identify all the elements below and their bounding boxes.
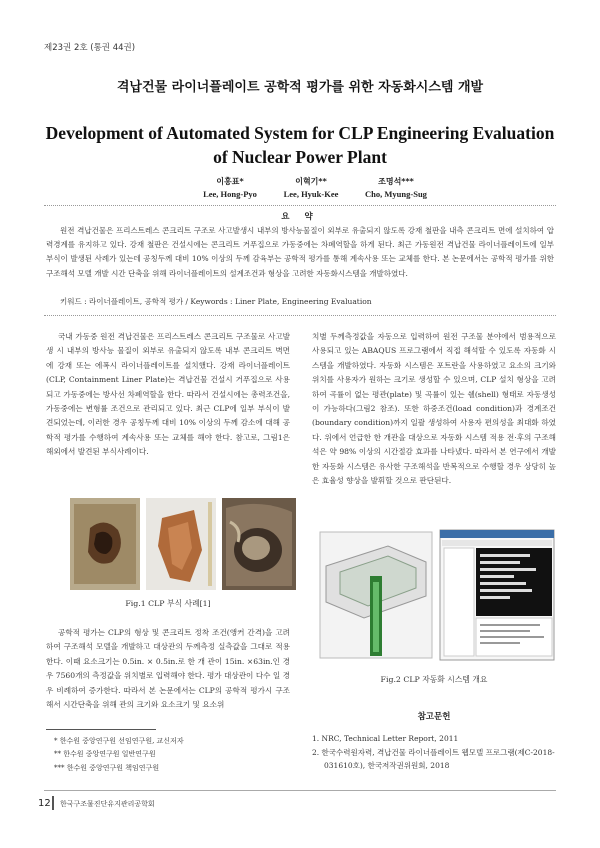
page-number-divider (52, 796, 54, 810)
author-3 (346, 175, 446, 201)
abstract-text: 원전 격납건물은 프리스트레스 콘크리트 구조로 사고발생시 내부의 방사능물질이 외부로 유출되지 않도록 강재 철판을 내측 콘크리트 면에 설치하여 압력경계를 유지하고 있다. 강재 철판은 건설시에는 콘크리트 거푸집으로 가동중에는 차폐역할을 하게 된다. 최근 가동원전 격납건물 라이너플레이트에 일부 부식이 발생된 사례가 있는데 공칭두께 대비 10% 이상의 두께 감육부는 공학적 평가를 통해 계속사용 또는 교체를 한다. 본 논문에서는 공학적 평가를 위한 구조해석 모델 개발 시간 단축을 위해 라이너플레이트의 설계조건과 형상을 고려한 자동화시스템을 개발하였다. (46, 226, 554, 278)
english-title: Development of Automated System for CLP Engineering Evaluation of Nuclear Power Plant (45, 123, 555, 167)
author-2-ko: 이혁기** (295, 177, 327, 186)
footnote-rule (46, 729, 156, 730)
journal-name: 한국구조물진단유지관리공학회 (60, 800, 155, 808)
references-heading: 참고문헌 (417, 712, 451, 722)
author-3-en: Cho, Myung-Sug (365, 189, 427, 199)
footnote-1: * 한수원 중앙연구원 선임연구원, 교신저자 (54, 737, 184, 745)
author-2-en: Lee, Hyuk-Kee (283, 189, 339, 199)
figure-1 (70, 498, 300, 590)
body-left-paragraph-1: 국내 가동중 원전 격납건물은 프리스트레스 콘크리트 구조물로 사고발생 시 내부의 방사능 물질이 외부로 유출되지 않도록 내부 콘크리트 벽면에 강재 또는 에폭시 라이너플레이트를 설치했다. 강재 라이너플레이트(CLP, Containment Liner Plate)는 격납건물 건설시 거푸집으로 사용되고 가동중에는 방사선 차폐역할을 한다. 따라서 건설시에는 총력조건을, 가동중에는 변형률 조건으로 관리되고 있다. 최근 CLP에 일부 부식이 발견되었는데, 이러한 경우 공칭두께 대비 10% 이상의 두께 감소에 대해 공학적 평가를 수행하여 계속사용 또는 교체를 해야 한다. 참고로, 그림1은 해외에서 발견된 부식사례이다. (46, 332, 290, 457)
page-number: 12 (38, 798, 51, 809)
abstract-heading: 요 약 (281, 212, 319, 222)
automation-system-diagram (318, 526, 556, 664)
reference-item: 2. 한국수력원자력, 격납건물 라이너플레이트 웹모델 프로그램(제C-2018-031610호), 한국저작권위원회, 2018 (312, 747, 555, 770)
figure-2 (318, 526, 556, 664)
author-2 (266, 175, 356, 201)
body-left-paragraph-2: 공학적 평가는 CLP의 형상 및 콘크리트 정착 조건(앵커 간격)을 고려하여 구조해석 모델을 개발하고 대상관의 두께측정 실측값을 그대로 적용한다. 이때 요소크기는 0.5in. × 0.5in.로 한 개 관이 15in. ×63in.인 경우 7560개의 측정값을 위치별로 입력해야 한다. 평가 대상관이 다수 일 경우 비례하여 증가한다. 따라서 본 논문에서는 CLP의 공학적 평가시 구조해서 시간단축을 위해 관의 크기와 요소크기 및 요소위 (46, 628, 290, 710)
author-3-ko: 조명석*** (378, 177, 414, 186)
author-1-en: Lee, Hong-Pyo (203, 189, 257, 199)
references-list (312, 732, 556, 773)
abstract-bottom-rule (44, 315, 556, 316)
abstract-top-rule (44, 205, 556, 206)
figure-1-caption: Fig.1 CLP 부식 사례[1] (125, 599, 211, 608)
body-right-paragraph: 치별 두께측정값을 자동으로 입력하여 원전 구조물 분야에서 범용적으로 사용되고 있는 ABAQUS 프로그램에서 직접 해석할 수 있도록 자동화 시스템을 개발하였다. 자동화 시스템은 포트란을 사용하였고 요소의 크기와 위치를 사용자가 원하는 크기로 생성할 수 있으며, CLP 설치 형상을 고려하여 곡률이 없는 평관(plate) 및 곡률이 있는 쉘(shell) 형태로 자동생성이 가능하다(그림2 참조). 또한 하중조건(load condition)과 경계조건(boundary condition)까지 일괄 생성하여 사용자 편의성을 최대화 하였다. 위에서 언급한 한 개관을 대상으로 자동화 시스템 적용 전·후의 구조해석은 약 98% 이상의 시간절감 효과를 나타냈다. 따라서 본 연구에서 개발한 자동화 시스템은 유사한 구조해석을 반복적으로 수행할 경우 상당히 높은 효율성 향상을 발휘할 것으로 판단된다. (312, 332, 556, 486)
keywords: 키워드 : 라이너플레이트, 공학적 평가 / Keywords : Liner Plate, Engineering Evaluation (60, 297, 372, 306)
footnote-2: ** 한수원 중앙연구원 일반연구원 (54, 750, 156, 759)
issue-label: 제23권 2호 (통권 44권) (44, 43, 136, 53)
reference-item: 1. NRC, Technical Letter Report, 2011 (312, 734, 459, 743)
korean-title: 격납건물 라이너플레이트 공학적 평가를 위한 자동화시스템 개발 (116, 80, 484, 95)
figure-2-caption: Fig.2 CLP 자동화 시스템 개요 (380, 675, 488, 684)
author-1 (185, 175, 275, 201)
author-1-ko: 이홍표* (216, 177, 244, 186)
footnote-3: *** 한수원 중앙연구원 책임연구원 (54, 763, 160, 772)
page-bottom-rule (44, 790, 556, 791)
corrosion-photos (70, 498, 300, 590)
footnotes (54, 735, 184, 775)
